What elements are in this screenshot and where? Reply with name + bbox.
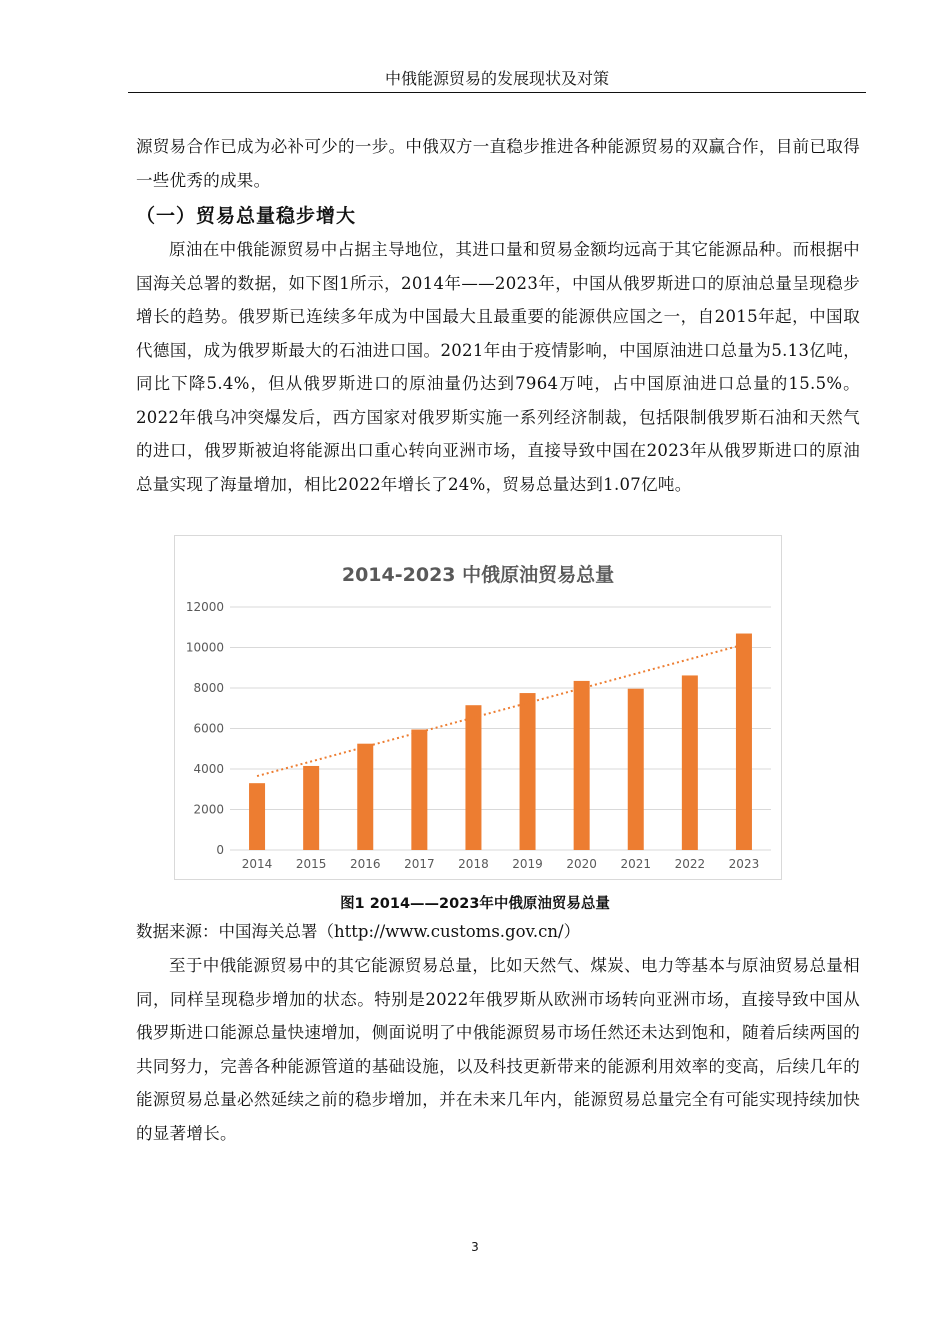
figure-caption: 图1 2014——2023年中俄原油贸易总量	[340, 896, 610, 912]
y-tick-label: 0	[216, 843, 224, 857]
bar-2017	[411, 730, 427, 850]
y-tick-label: 12000	[185, 600, 224, 614]
y-tick-label: 2000	[193, 802, 224, 817]
bar-2023	[736, 634, 752, 850]
x-tick-label: 2019	[512, 857, 543, 871]
trendline	[257, 644, 744, 776]
x-tick-label: 2021	[620, 857, 652, 871]
y-tick-label: 8000	[193, 681, 224, 695]
x-tick-label: 2015	[295, 857, 327, 871]
x-tick-label: 2018	[458, 857, 489, 871]
intro-paragraph: 源贸易合作已成为必补可少的一步。中俄双方一直稳步推进各种能源贸易的双赢合作，目前已取得一些优秀的成果。	[136, 137, 860, 190]
paragraph-other-energy: 至于中俄能源贸易中的其它能源贸易总量，比如天然气、煤炭、电力等基本与原油贸易总量相同，同样呈现稳步增加的状态。特别是2022年俄罗斯从欧洲市场转向亚洲市场，直接导致中国从俄罗斯进口能源总量快速增加，侧面说明了中俄能源贸易市场任然还未达到饱和，随着后续两国的共同努力，完善各种能源管道的基础设施，以及科技更新带来的能源利用效率的变高，后续几年的能源贸易总量必然延续之前的稳步增加，并在未来几年内，能源贸易总量完全有可能实现持续加快的显著增长。	[136, 956, 860, 1143]
data-source-note: 数据来源：中国海关总署（http://www.customs.gov.cn/）	[136, 922, 581, 941]
bar-2019	[520, 693, 536, 850]
page-number: 3	[471, 1240, 479, 1254]
x-tick-label: 2014	[241, 857, 273, 871]
y-tick-label: 6000	[193, 721, 224, 736]
bar-2020	[574, 681, 590, 850]
y-tick-label: 4000	[193, 762, 224, 776]
x-tick-label: 2023	[728, 857, 760, 871]
chart-canvas	[175, 536, 781, 879]
chart-title: 2014-2023 中俄原油贸易总量	[341, 564, 615, 586]
bar-2014	[249, 783, 265, 850]
bar-2021	[628, 689, 644, 850]
y-tick-label: 10000	[185, 640, 224, 655]
bar-2015	[303, 766, 319, 850]
running-header: 中俄能源贸易的发展现状及对策	[128, 66, 866, 93]
x-tick-label: 2017	[404, 857, 435, 871]
x-tick-label: 2020	[566, 857, 597, 871]
bar-2022	[682, 675, 698, 850]
bar-2018	[465, 705, 481, 850]
crude-oil-trade-chart	[174, 535, 782, 880]
paragraph-crude-oil: 原油在中俄能源贸易中占据主导地位，其进口量和贸易金额均远高于其它能源品种。而根据中国海关总署的数据，如下图1所示，2014年——2023年，中国从俄罗斯进口的原油总量呈现稳步增长的趋势。俄罗斯已连续多年成为中国最大且最重要的能源供应国之一，自2015年起，中国取代德国，成为俄罗斯最大的石油进口国。2021年由于疫情影响，中国原油进口总量为5.13亿吨，同比下降5.4%，但从俄罗斯进口的原油量仍达到7964万吨，占中国原油进口总量的15.5%。2022年俄乌冲突爆发后，西方国家对俄罗斯实施一系列经济制裁，包括限制俄罗斯石油和天然气的进口，俄罗斯被迫将能源出口重心转向亚洲市场，直接导致中国在2023年从俄罗斯进口的原油总量实现了海量增加，相比2022年增长了24%，贸易总量达到1.07亿吨。	[136, 240, 860, 494]
section-heading: （一）贸易总量稳步增大	[136, 205, 357, 227]
x-tick-label: 2022	[674, 857, 706, 871]
x-tick-label: 2016	[349, 857, 381, 871]
bar-2016	[357, 744, 373, 850]
